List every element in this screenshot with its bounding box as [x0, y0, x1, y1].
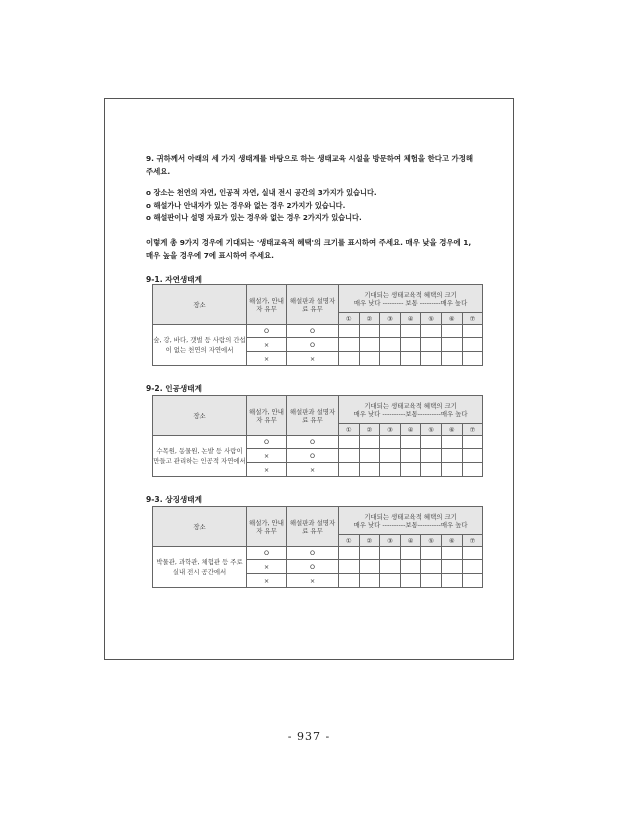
- header-guide: 해설가, 안내자 유무: [247, 396, 287, 436]
- material-cell: O: [287, 325, 339, 338]
- bullet-item: o 해설가나 안내자가 있는 경우와 없는 경우 2가지가 있습니다.: [146, 200, 346, 210]
- bullet-item: o 장소는 천연의 자연, 인공적 자연, 실내 전시 공간의 3가지가 있습니다.: [146, 188, 377, 197]
- rating-cell[interactable]: [421, 560, 442, 574]
- scale-number: ④: [400, 313, 421, 325]
- place-cell: 숲, 강, 바다, 갯벌 등 사람의 간섭이 없는 천연의 자연에서: [153, 325, 247, 366]
- rating-cell[interactable]: [339, 325, 360, 338]
- scale-number: ⑤: [421, 424, 442, 436]
- rating-cell[interactable]: [400, 449, 421, 463]
- rating-table: [152, 284, 483, 366]
- scale-number: ⑥: [441, 424, 462, 436]
- rating-cell[interactable]: [421, 547, 442, 560]
- rating-cell[interactable]: [462, 436, 483, 449]
- rating-cell[interactable]: [380, 547, 401, 560]
- guide-cell: ×: [247, 574, 287, 588]
- rating-cell[interactable]: [339, 449, 360, 463]
- instruction-text: 이렇게 총 9가지 경우에 기대되는 '생태교육적 혜택'의 크기를 표시하여 주세요. 매우 낮을 경우에 1, 매우 높을 경우에 7에 표시하여 주세요.: [146, 238, 472, 260]
- rating-cell[interactable]: [359, 352, 380, 366]
- rating-cell[interactable]: [441, 547, 462, 560]
- scale-number: ④: [400, 535, 421, 547]
- rating-cell[interactable]: [339, 338, 360, 352]
- rating-cell[interactable]: [359, 338, 380, 352]
- question-text: 9. 귀하께서 아래의 세 가지 생태계를 바탕으로 하는 생태교육 시설을 방문하여 체험을 한다고 가정해 주세요.: [146, 154, 473, 176]
- rating-cell[interactable]: [380, 574, 401, 588]
- rating-cell[interactable]: [359, 325, 380, 338]
- rating-cell[interactable]: [380, 436, 401, 449]
- header-benefit-scale: 매우 낮다 ----------보통----------매우 높다: [353, 520, 468, 529]
- rating-cell[interactable]: [339, 574, 360, 588]
- rating-cell[interactable]: [421, 436, 442, 449]
- scale-number: ④: [400, 424, 421, 436]
- rating-cell[interactable]: [380, 325, 401, 338]
- header-benefit-title: 기대되는 생태교육적 혜택의 크기: [364, 401, 457, 410]
- scale-number: ②: [359, 535, 380, 547]
- rating-cell[interactable]: [400, 547, 421, 560]
- rating-cell[interactable]: [359, 574, 380, 588]
- rating-cell[interactable]: [462, 449, 483, 463]
- rating-cell[interactable]: [400, 463, 421, 477]
- rating-cell[interactable]: [462, 560, 483, 574]
- guide-cell: O: [247, 436, 287, 449]
- header-benefit-title: 기대되는 생태교육적 혜택의 크기: [364, 290, 457, 299]
- rating-cell[interactable]: [441, 352, 462, 366]
- rating-cell[interactable]: [462, 325, 483, 338]
- rating-cell[interactable]: [400, 574, 421, 588]
- scale-number: ⑦: [462, 313, 483, 325]
- rating-cell[interactable]: [441, 449, 462, 463]
- rating-cell[interactable]: [359, 449, 380, 463]
- rating-cell[interactable]: [359, 436, 380, 449]
- rating-cell[interactable]: [441, 574, 462, 588]
- rating-cell[interactable]: [441, 463, 462, 477]
- rating-cell[interactable]: [421, 449, 442, 463]
- guide-cell: ×: [247, 560, 287, 574]
- rating-cell[interactable]: [441, 436, 462, 449]
- material-cell: ×: [287, 463, 339, 477]
- rating-cell[interactable]: [339, 547, 360, 560]
- header-benefit: [339, 507, 483, 535]
- section-title: 9-2. 인공생태계: [146, 384, 202, 393]
- header-benefit-scale: 매우 낮다 --------- 보통 ---------매우 높다: [353, 298, 468, 307]
- scale-number: ⑦: [462, 424, 483, 436]
- rating-table: [152, 506, 483, 588]
- rating-cell[interactable]: [339, 560, 360, 574]
- material-cell: O: [287, 547, 339, 560]
- material-cell: O: [287, 338, 339, 352]
- header-guide: 해설가, 안내자 유무: [247, 285, 287, 325]
- rating-cell[interactable]: [400, 338, 421, 352]
- rating-cell[interactable]: [339, 352, 360, 366]
- material-cell: ×: [287, 574, 339, 588]
- bullet-list: [146, 187, 480, 225]
- material-cell: O: [287, 449, 339, 463]
- header-place: 장소: [153, 507, 247, 547]
- header-guide: 해설가, 안내자 유무: [247, 507, 287, 547]
- rating-cell[interactable]: [441, 325, 462, 338]
- rating-cell[interactable]: [380, 352, 401, 366]
- place-cell: 박물관, 과학관, 체험관 등 주로 실내 전시 공간에서: [153, 547, 247, 588]
- place-cell: 수목원, 동물원, 논밭 등 사람이 만들고 관리하는 인공적 자연에서: [153, 436, 247, 477]
- header-place: 장소: [153, 285, 247, 325]
- rating-cell[interactable]: [462, 352, 483, 366]
- rating-cell[interactable]: [339, 436, 360, 449]
- header-material: 해설판과 설명자료 유무: [287, 396, 339, 436]
- scale-number: ②: [359, 424, 380, 436]
- scale-number: ①: [339, 313, 360, 325]
- material-cell: O: [287, 560, 339, 574]
- scale-number: ③: [380, 535, 401, 547]
- header-material: 해설판과 설명자료 유무: [287, 285, 339, 325]
- rating-cell[interactable]: [359, 560, 380, 574]
- scale-number: ⑤: [421, 535, 442, 547]
- guide-cell: O: [247, 547, 287, 560]
- guide-cell: ×: [247, 463, 287, 477]
- scale-number: ⑥: [441, 535, 462, 547]
- guide-cell: O: [247, 325, 287, 338]
- rating-cell[interactable]: [421, 463, 442, 477]
- rating-cell[interactable]: [380, 449, 401, 463]
- section-title: 9-3. 상징생태계: [146, 495, 202, 504]
- rating-cell[interactable]: [359, 547, 380, 560]
- scale-number: ⑦: [462, 535, 483, 547]
- rating-cell[interactable]: [421, 352, 442, 366]
- material-cell: ×: [287, 352, 339, 366]
- rating-cell[interactable]: [380, 560, 401, 574]
- rating-cell[interactable]: [421, 325, 442, 338]
- rating-cell[interactable]: [441, 338, 462, 352]
- rating-cell[interactable]: [462, 463, 483, 477]
- rating-cell[interactable]: [400, 436, 421, 449]
- rating-cell[interactable]: [462, 547, 483, 560]
- scale-number: ③: [380, 313, 401, 325]
- rating-cell[interactable]: [441, 560, 462, 574]
- scale-number: ①: [339, 535, 360, 547]
- material-cell: O: [287, 436, 339, 449]
- rating-cell[interactable]: [462, 338, 483, 352]
- rating-cell[interactable]: [380, 338, 401, 352]
- page-number: - 937 -: [287, 730, 331, 743]
- rating-cell[interactable]: [380, 463, 401, 477]
- rating-cell[interactable]: [462, 574, 483, 588]
- guide-cell: ×: [247, 449, 287, 463]
- scale-number: ③: [380, 424, 401, 436]
- scale-number: ①: [339, 424, 360, 436]
- rating-cell[interactable]: [359, 463, 380, 477]
- rating-cell[interactable]: [400, 352, 421, 366]
- rating-table: [152, 395, 483, 477]
- scale-number: ⑥: [441, 313, 462, 325]
- section-title: 9-1. 자연생태계: [146, 275, 202, 284]
- header-place: 장소: [153, 396, 247, 436]
- guide-cell: ×: [247, 338, 287, 352]
- guide-cell: ×: [247, 352, 287, 366]
- header-material: 해설판과 설명자료 유무: [287, 507, 339, 547]
- rating-cell[interactable]: [400, 560, 421, 574]
- rating-cell[interactable]: [421, 338, 442, 352]
- header-benefit-title: 기대되는 생태교육적 혜택의 크기: [364, 512, 457, 521]
- rating-cell[interactable]: [339, 463, 360, 477]
- scale-number: ②: [359, 313, 380, 325]
- header-benefit: [339, 396, 483, 424]
- bullet-item: o 해설판이나 설명 자료가 있는 경우와 없는 경우 2가지가 있습니다.: [146, 213, 362, 222]
- rating-cell[interactable]: [400, 325, 421, 338]
- rating-cell[interactable]: [421, 574, 442, 588]
- scale-number: ⑤: [421, 313, 442, 325]
- header-benefit-scale: 매우 낮다 ----------보통----------매우 높다: [353, 409, 468, 418]
- header-benefit: [339, 285, 483, 313]
